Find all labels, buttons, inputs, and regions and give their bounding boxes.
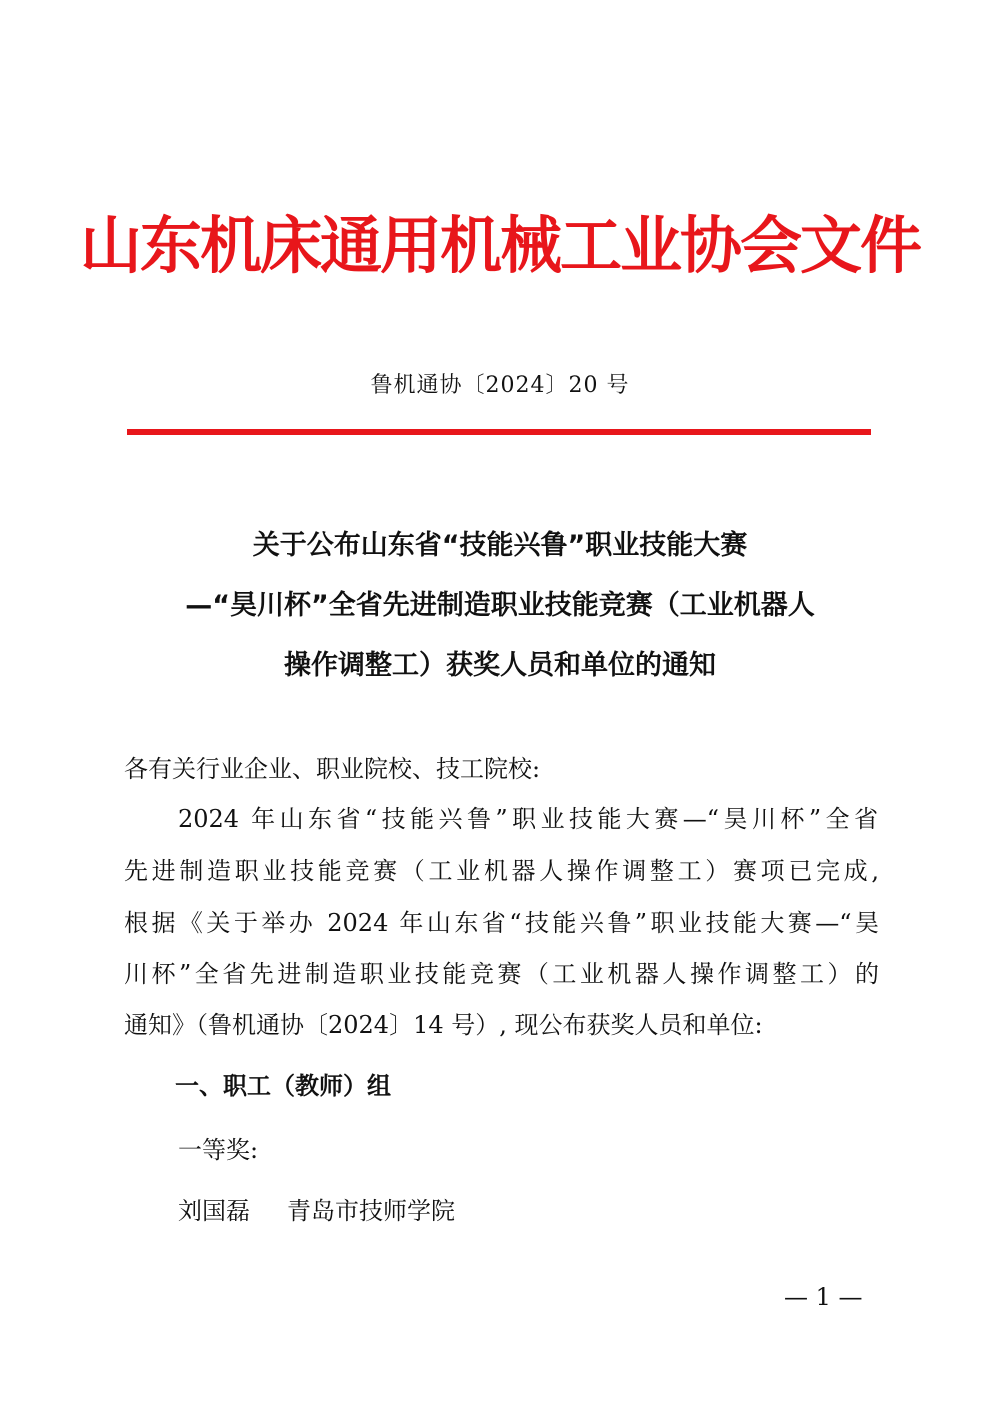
paragraph-line-2: 先进制造职业技能竞赛（工业机器人操作调整工）赛项已完成, <box>124 857 879 885</box>
winner-unit: 青岛市技师学院 <box>287 1197 455 1225</box>
salutation: 各有关行业企业、职业院校、技工院校: <box>124 755 541 783</box>
notice-title-line-1: 关于公布山东省“技能兴鲁”职业技能大赛 <box>252 530 748 561</box>
paragraph-line-1: 2024 年山东省“技能兴鲁”职业技能大赛—“昊川杯”全省 <box>178 805 878 833</box>
red-divider-line <box>127 429 871 435</box>
section-heading: 一、职工（教师）组 <box>175 1072 391 1100</box>
page-number: — 1 — <box>784 1283 863 1311</box>
paragraph-line-5: 通知》（鲁机通协〔2024〕14 号）, 现公布获奖人员和单位: <box>124 1011 763 1039</box>
masthead-title: 山东机床通用机械工业协会文件 <box>79 209 920 282</box>
winner-name: 刘国磊 <box>178 1197 250 1225</box>
prize-level: 一等奖: <box>178 1136 259 1164</box>
paragraph-line-4: 川杯”全省先进制造职业技能竞赛（工业机器人操作调整工）的 <box>124 960 879 988</box>
paragraph-line-3: 根据《关于举办 2024 年山东省“技能兴鲁”职业技能大赛—“昊 <box>124 909 879 937</box>
notice-title-line-2: —“昊川杯”全省先进制造职业技能竞赛（工业机器人 <box>185 590 815 621</box>
document-number: 鲁机通协〔2024〕20 号 <box>370 373 630 398</box>
notice-title-line-3: 操作调整工）获奖人员和单位的通知 <box>284 650 716 681</box>
